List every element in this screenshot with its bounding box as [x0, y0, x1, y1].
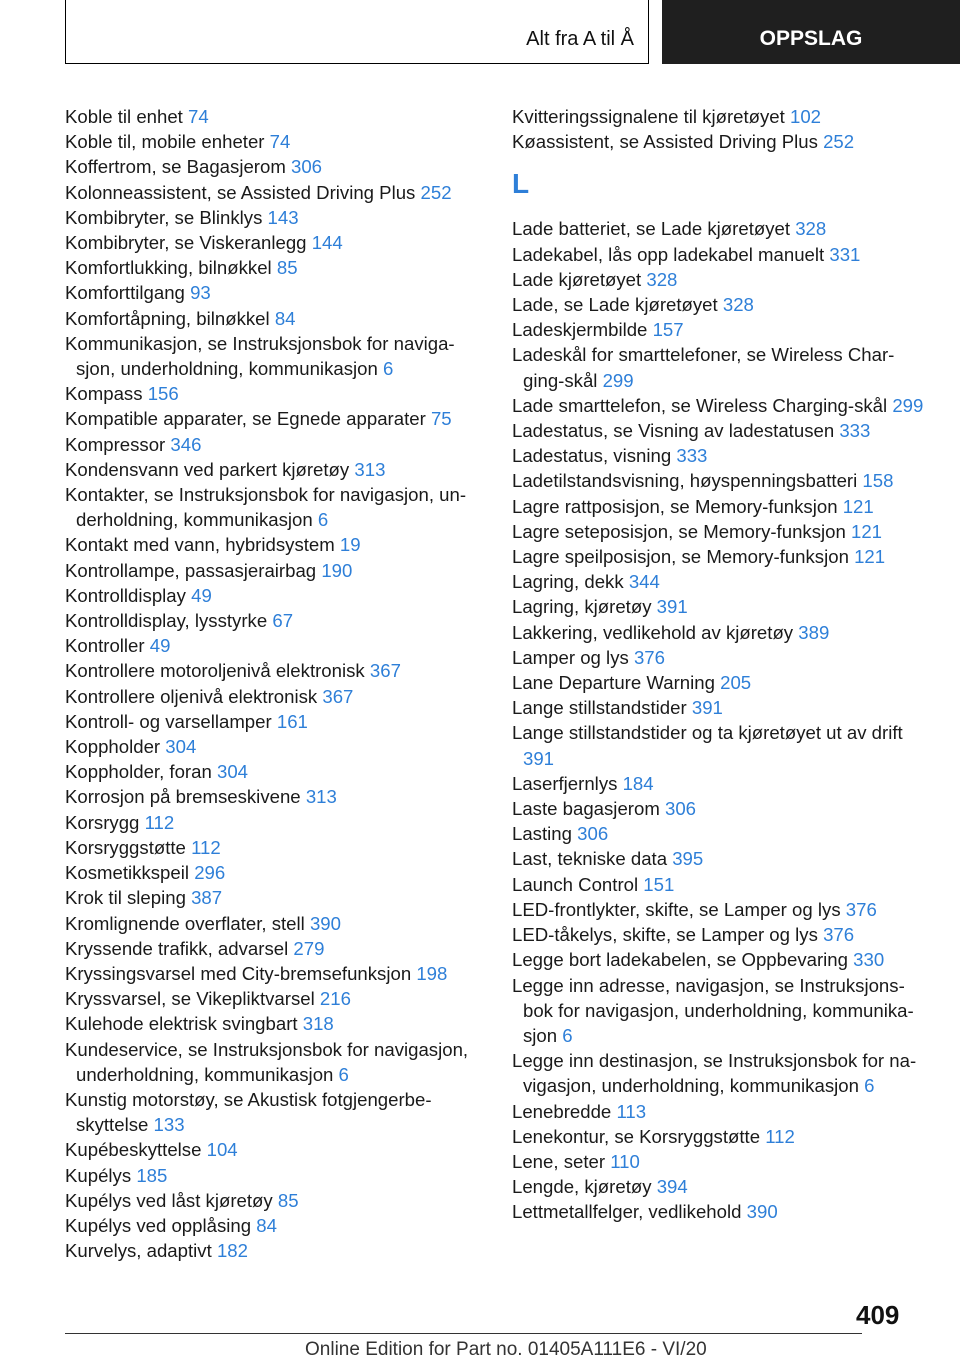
index-entry-text: Kontroll- og varsellamper — [65, 710, 272, 732]
index-entry — [65, 1213, 483, 1238]
index-entry-text: Kontakt med vann, hybridsystem — [65, 534, 335, 556]
page-reference-link[interactable]: 318 — [302, 1013, 334, 1035]
page-reference-link[interactable]: 156 — [147, 383, 179, 405]
index-entry — [512, 216, 932, 241]
section-title: Alt fra A til Å — [526, 28, 634, 50]
index-entry — [512, 342, 932, 392]
page-number: 409 — [856, 1300, 900, 1330]
index-entry-text: Lakkering, vedlikehold av kjøretøy — [512, 621, 794, 643]
index-entry — [512, 393, 932, 418]
page-reference-link[interactable]: 367 — [322, 685, 354, 707]
index-entry-text: LED-tåkelys, skifte, se Lamper og lys — [512, 924, 818, 946]
page-reference-link[interactable]: 330 — [853, 949, 885, 971]
index-entry-text: Kupélys ved opplåsing — [65, 1214, 252, 1236]
index-entry-text: Kolonneassistent, se Assisted Driving Plus — [65, 181, 416, 203]
index-entry-text: Lagre seteposisjon, se Memory-funksjon — [512, 520, 846, 542]
index-entry — [512, 1048, 932, 1098]
page-reference-link[interactable]: 390 — [746, 1201, 778, 1223]
page-reference-link[interactable]: 157 — [652, 319, 684, 341]
index-entry — [65, 280, 483, 305]
page-reference-link[interactable]: 49 — [191, 584, 212, 606]
section-tab-label: OPPSLAG — [759, 27, 863, 50]
index-entry — [65, 1238, 483, 1263]
index-entry — [512, 418, 932, 443]
index-entry — [65, 1037, 483, 1087]
index-entry — [65, 860, 483, 885]
index-letter-heading: L — [512, 168, 530, 200]
index-entry-text: Lagre rattposisjon, se Memory-funksjon — [512, 495, 838, 517]
index-entry-text: Laserfjernlys — [512, 772, 618, 794]
index-entry — [512, 494, 932, 519]
index-entry-text: Kryssvarsel, se Vikepliktvarsel — [65, 988, 315, 1010]
index-entry — [65, 1011, 483, 1036]
index-entry — [512, 129, 932, 154]
index-entry — [65, 784, 483, 809]
page-reference-link[interactable]: 84 — [274, 307, 296, 329]
page-reference-link[interactable]: 133 — [153, 1114, 185, 1136]
index-entry-text: Korsryggstøtte — [65, 836, 186, 858]
index-entry-text: Krok til sleping — [65, 887, 186, 909]
page-reference-link[interactable]: 252 — [420, 181, 452, 203]
index-entry — [512, 594, 932, 619]
index-entry — [65, 885, 483, 910]
index-entry — [512, 821, 932, 846]
index-entry-text: Ladestatus, se Visning av ladestatusen — [512, 420, 835, 442]
index-entry-text: Ladetilstandsvisning, høyspenningsbatteri — [512, 470, 858, 492]
index-entry — [65, 633, 483, 658]
page-reference-link[interactable]: 279 — [293, 937, 325, 959]
page-reference-link[interactable]: 121 — [842, 495, 874, 517]
index-entry-text: Lamper og lys — [512, 646, 629, 668]
index-entry-text: Kupébeskyttelse — [65, 1139, 202, 1161]
page-reference-link[interactable]: 304 — [216, 761, 249, 783]
footer-text: Online Edition for Part no. 01405A111E6 - VI/20 — [305, 1339, 707, 1360]
index-entry-text: Lagre speilposisjon, se Memory-funksjon — [512, 546, 849, 568]
index-entry — [512, 519, 932, 544]
index-entry — [65, 331, 483, 381]
index-entry-text: Lade kjøretøyet — [512, 268, 642, 290]
page-reference-link[interactable]: 198 — [416, 962, 448, 984]
index-entry-text: Lade smarttelefon, se Wireless Charging-skål — [512, 394, 888, 416]
index-entry-text: Kontrollampe, passasjerairbag — [65, 559, 317, 581]
page-reference-link[interactable]: 299 — [602, 369, 634, 391]
index-entry — [512, 317, 932, 342]
page-reference-link[interactable]: 85 — [277, 1189, 299, 1211]
index-entry — [65, 558, 483, 583]
index-entry — [65, 583, 483, 608]
index-entry-text: Lettmetallfelger, vedlikehold — [512, 1201, 742, 1223]
page-reference-link[interactable]: 346 — [170, 433, 202, 455]
index-entry-text: Legge inn destinasjon, se Instruksjonsbok for na-vigasjon, underholdning, kommunikasjon — [512, 1050, 917, 1097]
index-entry-text: Legge bort ladekabelen, se Oppbevaring — [512, 949, 848, 971]
index-entry — [65, 154, 483, 179]
page-reference-link[interactable]: 389 — [798, 621, 830, 643]
index-column-right — [512, 104, 932, 1225]
page-reference-link[interactable]: 49 — [149, 635, 171, 657]
index-entry-text: Komfortlukking, bilnøkkel — [65, 257, 272, 279]
index-entry — [65, 180, 483, 205]
index-entry — [512, 468, 932, 493]
index-entry — [65, 810, 483, 835]
index-entry — [65, 205, 483, 230]
index-entry-text: Ladekabel, lås opp ladekabel manuelt — [512, 243, 825, 265]
page-reference-link[interactable]: 367 — [369, 660, 401, 682]
index-entry — [512, 1199, 932, 1224]
index-entry-text: Lagring, dekk — [512, 571, 624, 593]
page-reference-link[interactable]: 205 — [720, 672, 752, 694]
page-reference-link[interactable]: 376 — [633, 646, 665, 668]
index-entry-text: Koppholder, foran — [65, 761, 212, 783]
index-entry-text: Legge inn adresse, navigasjon, se Instruksjons-bok for navigasjon, underholdning, kommunika-sjon — [512, 974, 914, 1046]
page-reference-link[interactable]: 252 — [823, 131, 855, 153]
index-entry-text: Lene, seter — [512, 1150, 606, 1172]
index-entry — [65, 457, 483, 482]
index-entry — [65, 734, 483, 759]
index-entry-text: Kupélys ved låst kjøretøy — [65, 1189, 273, 1211]
index-entry-text: Lange stillstandstider — [512, 697, 687, 719]
index-entry — [65, 532, 483, 557]
index-entry-text: Køassistent, se Assisted Driving Plus — [512, 131, 818, 153]
index-entry-text: Kromlignende overflater, stell — [65, 912, 305, 934]
index-entry-text: Laste bagasjerom — [512, 798, 660, 820]
index-entry — [512, 292, 932, 317]
index-entry — [512, 771, 932, 796]
index-entry-text: Kulehode elektrisk svingbart — [65, 1013, 298, 1035]
index-entry-text: Ladestatus, visning — [512, 445, 672, 467]
index-entry — [512, 1174, 932, 1199]
index-entry-text: Koffertrom, se Bagasjerom — [65, 156, 286, 178]
page-reference-link[interactable]: 19 — [339, 534, 361, 556]
index-entry-text: Kompressor — [65, 433, 166, 455]
page-reference-link[interactable]: 143 — [267, 206, 299, 228]
index-entry-text: Kompatible apparater, se Egnede apparater — [65, 408, 426, 430]
index-entry-text: Komforttilgang — [65, 282, 185, 304]
section-tab-oppslag[interactable] — [662, 0, 960, 64]
index-entry — [65, 1188, 483, 1213]
index-entry-text: Kommunikasjon, se Instruksjonsbok for naviga-sjon, underholdning, kommunikasjon — [65, 332, 455, 380]
index-entry-text: Lengde, kjøretøy — [512, 1176, 652, 1198]
page-reference-link[interactable]: 390 — [309, 912, 341, 934]
index-entry-text: Kombibryter, se Viskeranlegg — [65, 232, 307, 254]
index-entry — [512, 670, 932, 695]
index-entry-text: Koble til enhet — [65, 106, 183, 127]
index-entry — [65, 936, 483, 961]
index-entry — [65, 406, 483, 431]
page-reference-link[interactable]: 376 — [845, 898, 877, 920]
index-entry — [65, 961, 483, 986]
index-entry — [65, 104, 483, 129]
index-entry — [65, 684, 483, 709]
index-entry — [65, 608, 483, 633]
page-reference-link[interactable]: 6 — [317, 509, 329, 531]
index-entry-text: Lane Departure Warning — [512, 672, 715, 694]
page-reference-link[interactable]: 110 — [610, 1150, 640, 1172]
index-entry — [512, 897, 932, 922]
index-entry-text: Kontrollere oljenivå elektronisk — [65, 685, 318, 707]
index-entry — [65, 1163, 483, 1188]
index-entry — [512, 846, 932, 871]
page-reference-link[interactable]: 391 — [691, 697, 723, 719]
index-entry-text: Kontrollere motoroljenivå elektronisk — [65, 660, 365, 682]
index-entry-text: Kunstig motorstøy, se Akustisk fotgjengerbe-skyttelse — [65, 1088, 432, 1136]
index-entry — [512, 922, 932, 947]
page-reference-link[interactable]: 328 — [795, 218, 827, 240]
page-reference-link[interactable]: 306 — [664, 798, 697, 820]
index-entry — [512, 872, 932, 897]
page-reference-link[interactable]: 144 — [311, 232, 343, 254]
index-entry — [512, 443, 932, 468]
index-entry-text: Korrosjon på bremseskivene — [65, 786, 301, 808]
page-reference-link[interactable]: 387 — [191, 887, 223, 909]
index-entry-text: Kompass — [65, 383, 143, 405]
index-entry — [65, 1087, 483, 1137]
index-entry-text: Korsrygg — [65, 811, 140, 833]
index-entry — [512, 1124, 932, 1149]
page-reference-link[interactable]: 121 — [851, 520, 883, 542]
index-entry-text: Kupélys — [65, 1164, 132, 1186]
footer-rule — [65, 1333, 862, 1334]
page-reference-link[interactable]: 112 — [191, 836, 221, 858]
index-entry — [512, 569, 932, 594]
page-reference-link[interactable]: 161 — [276, 710, 308, 732]
page-reference-link[interactable]: 67 — [272, 610, 294, 632]
page-reference-link[interactable]: 306 — [577, 823, 609, 845]
index-entry — [512, 796, 932, 821]
index-entry — [65, 432, 483, 457]
page-reference-link[interactable]: 184 — [622, 772, 654, 794]
index-entry-text: LED-frontlykter, skifte, se Lamper og lys — [512, 898, 841, 920]
index-column-left — [65, 104, 483, 1263]
index-entry — [512, 695, 932, 720]
index-entry — [512, 544, 932, 569]
page-reference-link[interactable]: 395 — [672, 848, 704, 870]
page-reference-link[interactable]: 333 — [839, 420, 871, 442]
index-entry — [512, 720, 932, 770]
index-entry — [512, 1099, 932, 1124]
index-entry — [65, 306, 483, 331]
index-entry — [512, 104, 932, 129]
page-reference-link[interactable]: 102 — [790, 106, 822, 127]
page-reference-link[interactable]: 6 — [382, 358, 394, 380]
page-reference-link[interactable]: 74 — [269, 131, 291, 153]
index-entry-text: Ladeskjermbilde — [512, 319, 648, 341]
index-entry — [512, 947, 932, 972]
index-entry-text: Lenebredde — [512, 1100, 612, 1122]
index-entry-text: Kombibryter, se Blinklys — [65, 206, 263, 228]
page-reference-link[interactable]: 391 — [523, 747, 555, 769]
page-reference-link[interactable]: 112 — [765, 1125, 795, 1147]
page-reference-link[interactable]: 75 — [430, 408, 452, 430]
index-entry-text: Lange stillstandstider og ta kjøretøyet ut av drift — [512, 722, 903, 744]
index-entry — [65, 1137, 483, 1162]
index-entry-text: Kvitteringssignalene til kjøretøyet — [512, 106, 785, 127]
index-entry-text: Kontrolldisplay, lysstyrke — [65, 610, 268, 632]
index-entry — [65, 709, 483, 734]
index-entry-text: Last, tekniske data — [512, 848, 668, 870]
index-entry-text: Komfortåpning, bilnøkkel — [65, 307, 270, 329]
index-entry-text: Kosmetikkspeil — [65, 862, 190, 884]
page-reference-link[interactable]: 331 — [829, 243, 861, 265]
index-entry-text: Koble til, mobile enheter — [65, 131, 265, 153]
page-reference-link[interactable]: 93 — [190, 282, 211, 304]
index-entry-text: Kontroller — [65, 635, 145, 657]
page-reference-link[interactable]: 296 — [194, 862, 226, 884]
index-entry-text: Lade batteriet, se Lade kjøretøyet — [512, 218, 791, 240]
page-reference-link[interactable]: 85 — [276, 257, 298, 279]
page-reference-link[interactable]: 185 — [136, 1164, 168, 1186]
page-reference-link[interactable]: 151 — [643, 873, 675, 895]
page-reference-link[interactable]: 6 — [562, 1024, 573, 1046]
page-reference-link[interactable]: 313 — [354, 458, 386, 480]
page-reference-link[interactable]: 376 — [823, 924, 855, 946]
index-entry — [65, 230, 483, 255]
index-entry-text: Lasting — [512, 823, 572, 845]
index-entry — [512, 620, 932, 645]
page-reference-link[interactable]: 121 — [854, 546, 886, 568]
index-entry-text: Kundeservice, se Instruksjonsbok for navigasjon, underholdning, kommunikasjon — [65, 1038, 469, 1085]
page-reference-link[interactable]: 104 — [206, 1139, 238, 1161]
index-entry — [512, 1149, 932, 1174]
page-reference-link[interactable]: 158 — [862, 470, 894, 492]
index-entry — [65, 482, 483, 532]
index-entry-text: Kryssende trafikk, advarsel — [65, 937, 289, 959]
page-reference-link[interactable]: 74 — [188, 106, 209, 127]
index-entry — [65, 129, 483, 154]
index-entry — [512, 645, 932, 670]
index-entry-text: Kondensvann ved parkert kjøretøy — [65, 458, 350, 480]
page-reference-link[interactable]: 216 — [319, 988, 351, 1010]
index-entry-text: Kontakter, se Instruksjonsbok for navigasjon, un-derholdning, kommunikasjon — [65, 484, 467, 531]
index-entry-text: Kryssingsvarsel med City-bremsefunksjon — [65, 962, 412, 984]
index-entry-text: Kontrolldisplay — [65, 584, 186, 606]
index-entry-text: Ladeskål for smarttelefoner, se Wireless Char-ging-skål — [512, 344, 895, 391]
index-entry — [65, 835, 483, 860]
index-entry — [512, 242, 932, 267]
page-reference-link[interactable]: 328 — [646, 268, 678, 290]
index-entry-text: Lagring, kjøretøy — [512, 596, 652, 618]
page-reference-link[interactable]: 6 — [864, 1075, 875, 1097]
page-reference-link[interactable]: 394 — [656, 1176, 688, 1198]
page-reference-link[interactable]: 182 — [216, 1240, 248, 1262]
index-entry — [65, 911, 483, 936]
page-reference-link[interactable]: 190 — [321, 559, 353, 581]
index-entry-text: Koppholder — [65, 736, 161, 758]
index-entry-text: Kurvelys, adaptivt — [65, 1240, 212, 1262]
index-entry-text: Lenekontur, se Korsryggstøtte — [512, 1125, 761, 1147]
page-reference-link[interactable]: 328 — [722, 294, 754, 316]
index-entry — [65, 986, 483, 1011]
index-entry — [65, 658, 483, 683]
index-entry — [65, 255, 483, 280]
page-reference-link[interactable]: 391 — [656, 596, 688, 618]
index-entry — [65, 381, 483, 406]
page-reference-link[interactable]: 344 — [628, 571, 660, 593]
page-reference-link[interactable]: 304 — [165, 736, 197, 758]
page-reference-link[interactable]: 306 — [290, 156, 323, 178]
page-reference-link[interactable]: 113 — [616, 1100, 647, 1122]
page-reference-link[interactable]: 313 — [305, 786, 337, 808]
page-reference-link[interactable]: 84 — [256, 1214, 277, 1236]
page-reference-link[interactable]: 333 — [676, 445, 708, 467]
page-reference-link[interactable]: 299 — [892, 394, 924, 416]
index-entry — [512, 267, 932, 292]
index-entry — [65, 759, 483, 784]
index-entry-text: Lade, se Lade kjøretøyet — [512, 294, 718, 316]
index-entry-text: Launch Control — [512, 873, 639, 895]
index-entry — [512, 973, 932, 1049]
page-reference-link[interactable]: 112 — [144, 811, 175, 833]
page-reference-link[interactable]: 6 — [338, 1063, 349, 1085]
